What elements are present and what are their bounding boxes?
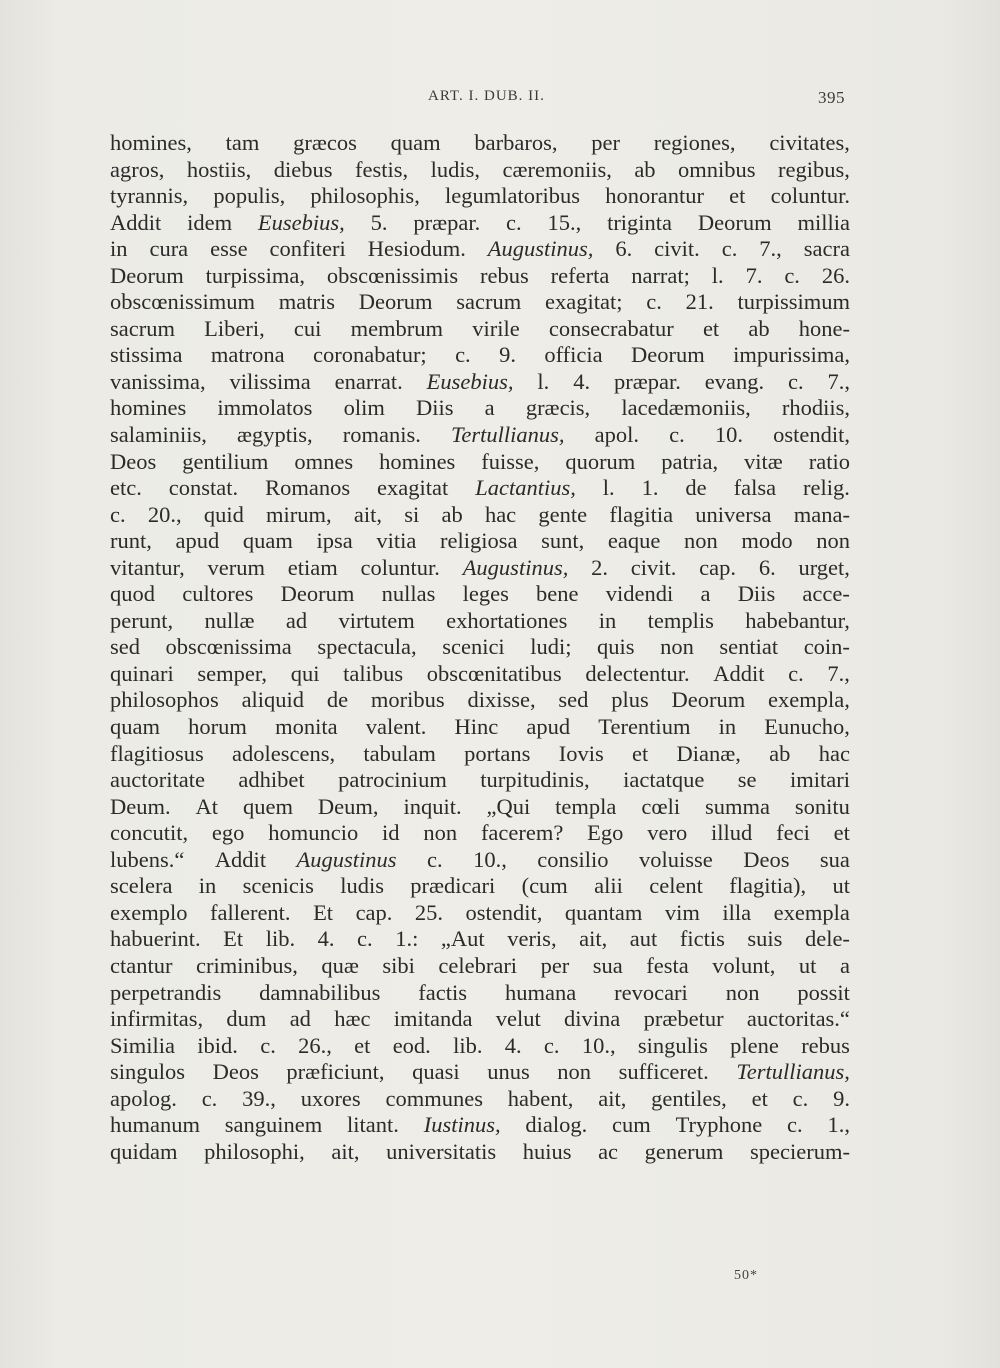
text-line: quidam philosophi, ait, universitatis huius ac generum specierum- [110, 1138, 850, 1164]
text-line: salaminiis, ægyptis, romanis. Tertullianus, apol. c. 10. ostendit, [110, 422, 850, 448]
text-line: stissima matrona coronabatur; c. 9. officia Deorum impurissima, [110, 342, 850, 368]
text-line: homines, tam græcos quam barbaros, per regiones, civitates, [110, 130, 850, 155]
text-line: auctoritate adhibet patrocinium turpitudinis, iactatque se imitari [110, 767, 850, 793]
text-line: sacrum Liberi, cui membrum virile consecrabatur et ab hone- [110, 315, 850, 341]
running-head [0, 88, 1000, 112]
body-text [110, 130, 850, 1165]
text-line: Deorum turpissima, obscœnissimis rebus referta narrat; l. 7. c. 26. [110, 262, 850, 288]
text-line: vitantur, verum etiam coluntur. Augustinus, 2. civit. cap. 6. urget, [110, 554, 850, 580]
text-line: etc. constat. Romanos exagitat Lactantius, l. 1. de falsa relig. [110, 475, 850, 501]
text-line: obscœnissimum matris Deorum sacrum exagitat; c. 21. turpissimum [110, 289, 850, 315]
text-line: homines immolatos olim Diis a græcis, lacedæmoniis, rhodiis, [110, 395, 850, 421]
text-line: vanissima, vilissima enarrat. Eusebius, l. 4. præpar. evang. c. 7., [110, 368, 850, 394]
text-line: Deum. At quem Deum, inquit. „Qui templa cœli summa sonitu [110, 793, 850, 819]
text-line: perpetrandis damnabilibus factis humana revocari non possit [110, 979, 850, 1005]
text-line: infirmitas, dum ad hæc imitanda velut divina præbetur auctoritas.“ [110, 1006, 850, 1032]
text-line: quam horum monita valent. Hinc apud Terentium in Eunucho, [110, 714, 850, 740]
text-line: concutit, ego homuncio id non facerem? Ego vero illud feci et [110, 820, 850, 846]
text-line: quod cultores Deorum nullas leges bene videndi a Diis acce- [110, 581, 850, 607]
text-line: in cura esse confiteri Hesiodum. Augustinus, 6. civit. c. 7., sacra [110, 236, 850, 262]
text-line: sed obscœnissima spectacula, scenici ludi; quis non sentiat coin- [110, 634, 850, 660]
text-line: quinari semper, qui talibus obscœnitatibus delectentur. Addit c. 7., [110, 660, 850, 686]
text-line: singulos Deos præficiunt, quasi unus non sufficeret. Tertullianus, [110, 1059, 850, 1085]
text-line: philosophos aliquid de moribus dixisse, sed plus Deorum exempla, [110, 687, 850, 713]
text-line: scelera in scenicis ludis prædicari (cum alii celent flagitia), ut [110, 873, 850, 899]
signature-mark: 50* [734, 1268, 758, 1283]
text-line: tyrannis, populis, philosophis, legumlatoribus honorantur et coluntur. [110, 183, 850, 209]
text-line: habuerint. Et lib. 4. c. 1.: „Aut veris, ait, aut fictis suis dele- [110, 926, 850, 952]
text-line: apolog. c. 39., uxores communes habent, ait, gentiles, et c. 9. [110, 1085, 850, 1111]
text-line: flagitiosus adolescens, tabulam portans Iovis et Dianæ, ab hac [110, 740, 850, 766]
text-line: lubens.“ Addit Augustinus c. 10., consilio voluisse Deos sua [110, 846, 850, 872]
text-line: Similia ibid. c. 26., et eod. lib. 4. c. 10., singulis plene rebus [110, 1032, 850, 1058]
text-line: Deos gentilium omnes homines fuisse, quorum patria, vitæ ratio [110, 448, 850, 474]
text-line: ctantur criminibus, quæ sibi celebrari per sua festa volunt, ut a [110, 952, 850, 978]
text-line: runt, apud quam ipsa vitia religiosa sunt, eaque non modo non [110, 528, 850, 554]
text-line: agros, hostiis, diebus festis, ludis, cæremoniis, ab omnibus regibus, [110, 156, 850, 182]
text-line: perunt, nullæ ad virtutem exhortationes in templis habebantur, [110, 607, 850, 633]
page-number: 395 [818, 88, 845, 107]
text-line: exemplo fallerent. Et cap. 25. ostendit, quantam vim illa exempla [110, 899, 850, 925]
running-head-title: ART. I. DUB. II. [428, 88, 545, 104]
text-line: Addit idem Eusebius, 5. præpar. c. 15., triginta Deorum millia [110, 209, 850, 235]
text-line: humanum sanguinem litant. Iustinus, dialog. cum Tryphone c. 1., [110, 1112, 850, 1138]
text-line: c. 20., quid mirum, ait, si ab hac gente flagitia universa mana- [110, 501, 850, 527]
